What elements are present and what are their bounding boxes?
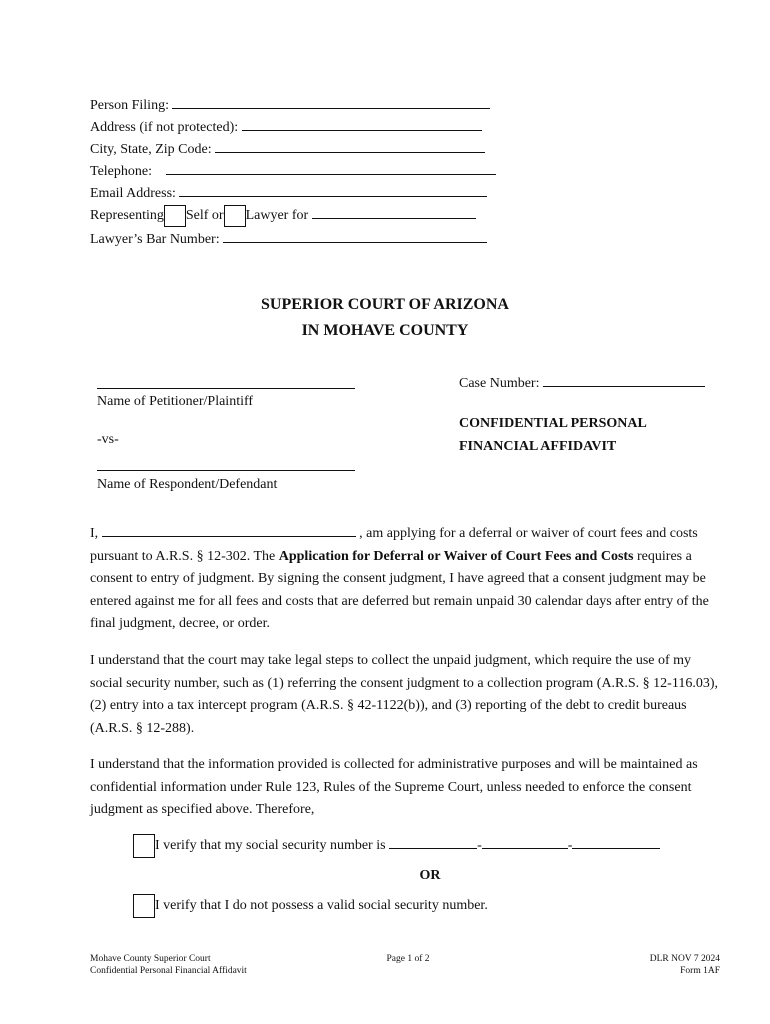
footer-form-id: Form 1AF: [680, 966, 720, 976]
self-or-label: Self or: [185, 208, 224, 223]
bar-number-row: [90, 228, 487, 248]
self-checkbox[interactable]: [164, 205, 186, 227]
ssn-verify-label: I verify that my social security number is: [155, 838, 386, 854]
address-field[interactable]: [242, 116, 482, 131]
petitioner-field[interactable]: [97, 374, 355, 389]
paragraph-collection: I understand that the court may take legal steps to collect the unpaid judgment, which require the use of my social security number, such as (1) referring the consent judgment to a collection program (A.R.S. § 12-116.03), (2) entry into a tax intercept program (A.R.S. § 42-1122(b)), and (3) reporting of the debt to credit bureaus (A.R.S. § 12-288).: [90, 653, 718, 736]
representing-row: [90, 204, 476, 227]
email-row: [90, 182, 487, 202]
city-field[interactable]: [215, 138, 485, 153]
telephone-row: [90, 160, 496, 180]
doc-title-line2: FINANCIAL AFFIDAVIT: [459, 439, 617, 454]
case-number-row: [459, 372, 705, 392]
city-row: [90, 138, 485, 158]
ssn-part2-field[interactable]: [482, 834, 568, 849]
p1-text-a: , am applying for a deferral or waiver of court fees and costs pursuant to A.R.S. § 12-302. The: [90, 526, 698, 564]
court-title: SUPERIOR COURT OF ARIZONA: [261, 296, 509, 313]
ssn-part3-field[interactable]: [572, 834, 660, 849]
or-label: OR: [419, 868, 441, 883]
vs-label: -vs-: [97, 432, 119, 447]
paragraph-consent: [90, 522, 722, 636]
ssn-verify-checkbox[interactable]: [133, 834, 155, 858]
person-filing-row: [90, 94, 490, 114]
no-ssn-label: I verify that I do not possess a valid social security number.: [155, 898, 488, 914]
telephone-label: Telephone:: [90, 164, 152, 179]
court-county: IN MOHAVE COUNTY: [301, 322, 469, 339]
applicant-name-field[interactable]: [102, 522, 356, 537]
telephone-field[interactable]: [166, 160, 496, 175]
footer-right: [650, 953, 720, 977]
ssn-dash-1: -: [477, 838, 482, 854]
address-label: Address (if not protected):: [90, 120, 239, 135]
person-filing-label: Person Filing:: [90, 98, 169, 113]
p1-text-b: requires a consent to entry of judgment. By signing the consent judgment, I have agreed that a consent judgment may be entered against me for all fees and costs that are deferred but remain unpaid 30 calendar days after entry of the final judgment, decree, or order.: [90, 548, 709, 631]
respondent-field[interactable]: [97, 456, 355, 471]
person-filing-field[interactable]: [172, 94, 490, 109]
bar-number-field[interactable]: [223, 228, 487, 243]
p1-prefix: I,: [90, 526, 99, 541]
lawyer-checkbox[interactable]: [224, 205, 246, 227]
footer-court: Mohave County Superior Court: [90, 954, 211, 964]
email-label: Email Address:: [90, 186, 176, 201]
city-label: City, State, Zip Code:: [90, 142, 212, 157]
p1-application-title: Application for Deferral or Waiver of Court Fees and Costs: [278, 548, 634, 564]
bar-number-label: Lawyer’s Bar Number:: [90, 232, 220, 247]
ssn-part1-field[interactable]: [389, 834, 477, 849]
no-ssn-checkbox[interactable]: [133, 894, 155, 918]
email-field[interactable]: [179, 182, 487, 197]
petitioner-label: Name of Petitioner/Plaintiff: [97, 394, 254, 409]
ssn-dash-2: -: [567, 838, 573, 854]
lawyer-for-label: Lawyer for: [245, 208, 309, 223]
footer-revision: DLR NOV 7 2024: [649, 954, 720, 964]
respondent-label: Name of Respondent/Defendant: [97, 477, 278, 492]
paragraph-confidential: I understand that the information provided is collected for administrative purposes and will be maintained as confidential information under Rule 123, Rules of the Supreme Court, unless needed to enforce the consent judgment as specified above. Therefore,: [90, 757, 698, 817]
no-ssn-row: [133, 894, 488, 918]
footer-form-name: Confidential Personal Financial Affidavit: [90, 966, 247, 976]
address-row: [90, 116, 482, 136]
ssn-verify-row: [133, 834, 660, 858]
footer-page-number: Page 1 of 2: [386, 954, 430, 964]
doc-title-line1: CONFIDENTIAL PERSONAL: [459, 416, 647, 431]
case-number-field[interactable]: [543, 372, 705, 387]
representing-label: Representing: [90, 208, 164, 223]
lawyer-for-field[interactable]: [312, 204, 476, 219]
case-number-label: Case Number:: [459, 376, 540, 391]
